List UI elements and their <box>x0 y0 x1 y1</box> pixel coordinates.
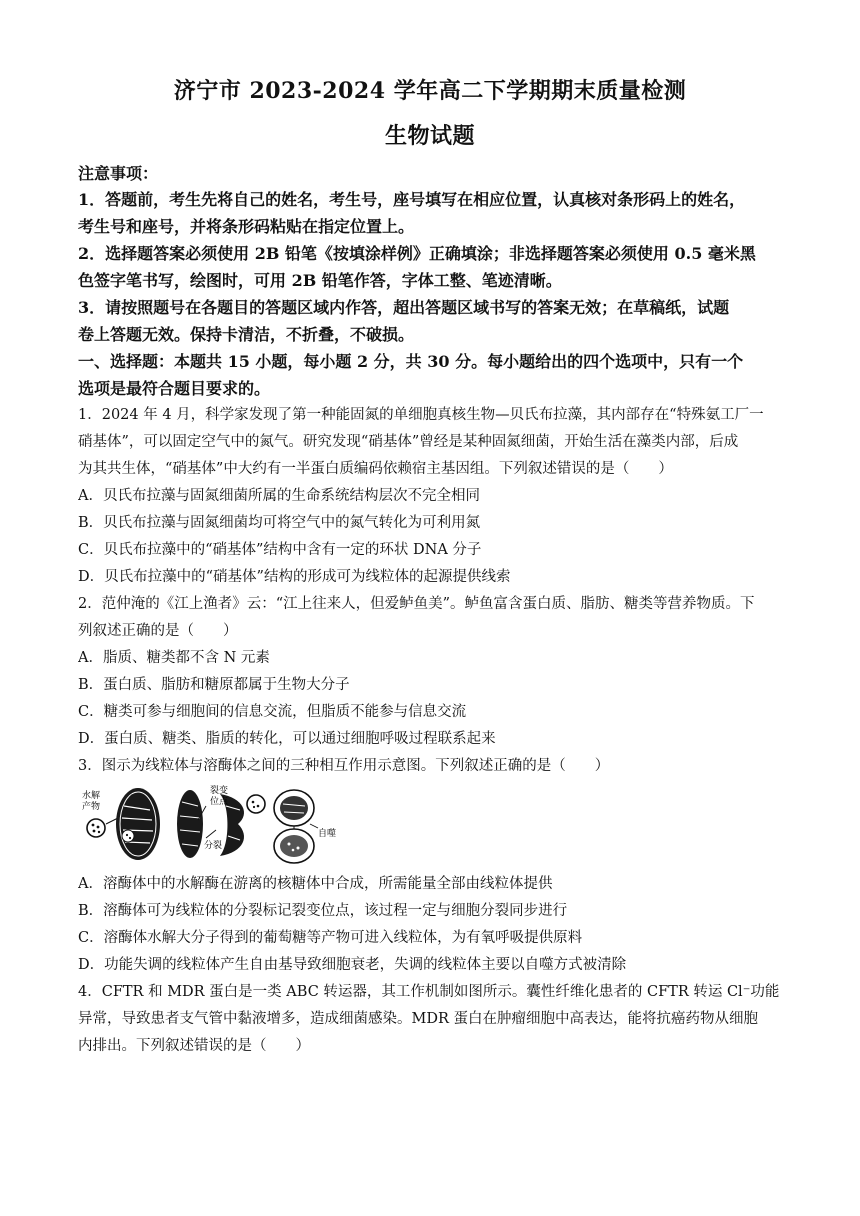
question-2-option-c: C．糖类可参与细胞间的信息交流，但脂质不能参与信息交流 <box>78 704 467 720</box>
question-3-option-a: A．溶酶体中的水解酶在游离的核糖体中合成，所需能量全部由线粒体提供 <box>78 876 553 892</box>
question-4-stem: 异常，导致患者支气管中黏液增多，造成细菌感染。MDR 蛋白在肿瘤细胞中高表达，能将抗癌药物从细胞 <box>78 1011 758 1027</box>
figure-label-hydrolysis: 水解 <box>82 791 101 801</box>
section-heading: 选项是最符合题目要求的。 <box>78 379 271 398</box>
notice-line: 卷上答题无效。保持卡清洁，不折叠，不破损。 <box>78 325 415 344</box>
question-4-stem: 内排出。下列叙述错误的是（ ） <box>78 1038 310 1054</box>
question-1-option-a: A．贝氏布拉藻与固氮细菌所属的生命系统结构层次不完全相同 <box>78 488 480 504</box>
question-4-stem: 4．CFTR 和 MDR 蛋白是一类 ABC 转运器，其工作机制如图所示。囊性纤维化患者的 CFTR 转运 Cl⁻功能 <box>78 984 780 1000</box>
figure-label-hydrolysis: 产物 <box>82 802 101 812</box>
question-1-stem: 为其共生体，“硝基体”中大约有一半蛋白质编码依赖宿主基因组。下列叙述错误的是（ ） <box>78 461 673 477</box>
exam-title: 济宁市 2023-2024 学年高二下学期期末质量检测 <box>173 78 687 104</box>
notice-line: 色签字笔书写，绘图时，可用 2B 铅笔作答，字体工整、笔迹清晰。 <box>78 271 562 290</box>
notice-heading: 注意事项： <box>78 164 159 183</box>
notice-line: 2．选择题答案必须使用 2B 铅笔《按填涂样例》正确填涂；非选择题答案必须使用 0.5 毫米黑 <box>78 244 756 263</box>
question-1-stem: 1．2024 年 4 月，科学家发现了第一种能固氮的单细胞真核生物—贝氏布拉藻，其内部存在“特殊氨工厂一 <box>78 407 764 423</box>
figure-label-fission-site: 位点 <box>210 797 229 807</box>
section-heading: 一、选择题：本题共 15 小题，每小题 2 分，共 30 分。每小题给出的四个选项中，只有一个 <box>78 352 744 371</box>
notice-line: 考生号和座号，并将条形码粘贴在指定位置上。 <box>78 217 415 236</box>
question-2-stem: 2．范仲淹的《江上渔者》云：“江上往来人，但爱鲈鱼美”。鲈鱼富含蛋白质、脂肪、糖类等营养物质。下 <box>78 596 755 612</box>
question-3-option-b: B．溶酶体可为线粒体的分裂标记裂变位点，该过程一定与细胞分裂同步进行 <box>78 903 568 919</box>
lysosome-icon <box>87 819 105 837</box>
figure-label-fission-site: 裂变 <box>210 786 229 796</box>
question-2-option-d: D．蛋白质、糖类、脂质的转化，可以通过细胞呼吸过程联系起来 <box>78 731 496 747</box>
question-3-option-d: D．功能失调的线粒体产生自由基导致细胞衰老，失调的线粒体主要以自噬方式被清除 <box>78 957 627 973</box>
figure-label-fission: 分裂 <box>204 841 223 851</box>
question-1-stem: 硝基体”，可以固定空气中的氮气。研究发现“硝基体”曾经是某种固氮细菌，开始生活在藻类内部，后成 <box>78 434 739 450</box>
notice-line: 3．请按照题号在各题目的答题区域内作答，超出答题区域书写的答案无效；在草稿纸，试题 <box>78 298 730 317</box>
question-2-option-b: B．蛋白质、脂肪和糖原都属于生物大分子 <box>78 677 350 693</box>
mitochondrion-icon <box>116 788 160 860</box>
question-3-option-c: C．溶酶体水解大分子得到的葡萄糖等产物可进入线粒体，为有氧呼吸提供原料 <box>78 930 583 946</box>
question-2-option-a: A．脂质、糖类都不含 N 元素 <box>78 650 270 666</box>
question-1-option-c: C．贝氏布拉藻中的“硝基体”结构中含有一定的环状 DNA 分子 <box>78 542 482 558</box>
figure-label-autophagy: 自噬 <box>318 829 337 839</box>
exam-subtitle: 生物试题 <box>384 123 475 149</box>
arrow-line <box>206 830 216 838</box>
mitochondria-lysosome-figure <box>80 784 340 866</box>
question-1-option-d: D．贝氏布拉藻中的“硝基体”结构的形成可为线粒体的起源提供线索 <box>78 569 511 585</box>
question-2-stem: 列叙述正确的是（ ） <box>78 623 238 639</box>
notice-line: 1．答题前，考生先将自己的姓名，考生号，座号填写在相应位置，认真核对条形码上的姓名， <box>78 190 746 209</box>
question-1-option-b: B．贝氏布拉藻与固氮细菌均可将空气中的氮气转化为可利用氮 <box>78 515 481 531</box>
arrow-line <box>310 824 318 828</box>
question-3-stem: 3．图示为线粒体与溶酶体之间的三种相互作用示意图。下列叙述正确的是（ ） <box>78 758 610 774</box>
